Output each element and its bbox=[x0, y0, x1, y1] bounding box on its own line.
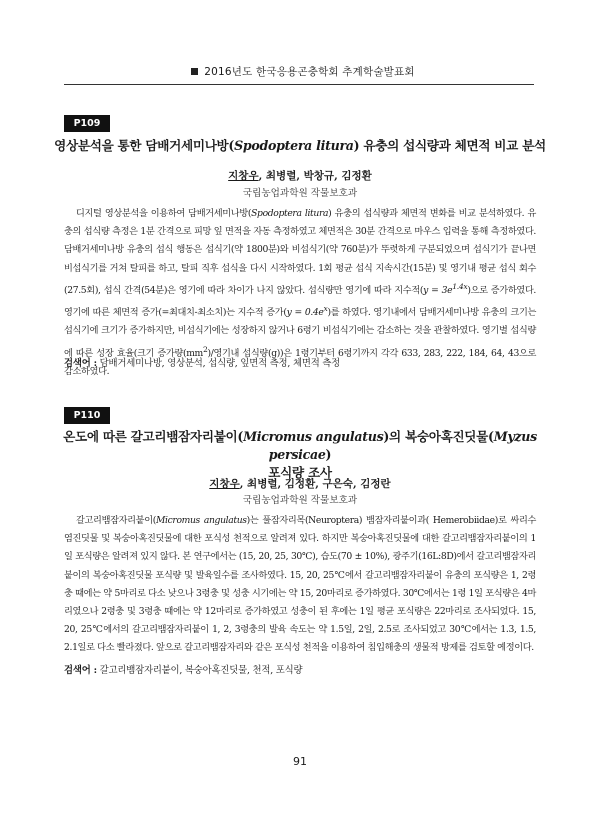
paper-title: 영상분석을 통한 담배거세미나방(Spodoptera litura) 유충의 섭식량과 체면적 비교 분석 bbox=[54, 138, 546, 153]
paper-authors: 지창우, 최병렬, 김정환, 구은숙, 김정란 bbox=[209, 478, 391, 490]
paper-id-badge: P110 bbox=[64, 407, 110, 424]
journal-header bbox=[0, 64, 600, 79]
page-number: 91 bbox=[293, 755, 307, 768]
paper-affiliation: 국립농업과학원 작물보호과 bbox=[242, 495, 358, 506]
equation-feeding: $y = 3e^{1.4x}$ bbox=[423, 281, 468, 296]
first-author: 지창우 bbox=[228, 170, 259, 182]
paper-abstract: 갈고리뱀잠자리붙이(Micromus angulatus)는 풀잠자리목(Neuroptera) 뱀잠자리붙이과( Hemerobiidae)로 싸리수염진딧물 및 복숭아혹진딧물에 대한 포식성 천적으로 알려져 있다. 하지만 복숭아혹진딧물에 대한 갈고리뱀잠자리붙이의 1일 포식량은 알려져 있지 않다. 본 연구에서는 (15, 20, 25, 30℃), 습도(70 ± 10%), 광주기(16L:8D)에서 갈고리뱀잠자리붙이의 복숭아혹진딧물 포식량 및 발육일수를 조사하였다. 15, 20, 25℃에서 갈고리뱀잠자리붙이 유충의 포식량은 1, 2령충 때에는 약 5마리로 다소 낮으나 3령충 및 성충 시기에는 약 15, 20마리로 증가하였다. 30℃에서는 1령 1일 포식량은 4마리였으나 2령충 및 3령충 때에는 약 12마리로 증가하였고 성충이 된 후에는 1일 평균 포식량은 22마리로 조사되었다. 15, 20, 25℃에서의 갈고리뱀잠자리붙이 1, 2, 3령충의 발육 속도는 약 1.5일, 2일, 2.5로 조사되었고 30℃에서는 1.3, 1.5, 2.1일로 다소 빨라졌다. 앞으로 갈고리뱀잠자리와 같은 포식성 천적을 이용하여 침입해충의 생물적 방제를 검토할 예정이다. bbox=[64, 515, 537, 654]
paper-keywords: 검색어 : 갈고리뱀잠자리붙이, 복숭아혹진딧물, 천적, 포식량 bbox=[64, 665, 303, 676]
header-rule bbox=[64, 84, 534, 85]
paper-affiliation: 국립농업과학원 작물보호과 bbox=[242, 188, 358, 199]
equation-body-area: $y = 0.4e^x$ bbox=[286, 304, 328, 319]
paper-abstract: 디지털 영상분석을 이용하여 담배거세미나방(Spodoptera litura) 유충의 섭식량과 체면적 변화를 비교 분석하였다. 유충의 섭식량 측정은 1분 간격으로 피망 잎 면적을 자동 측정하였고 체면적은 30분 간격으로 마우스 입력을 통해 측정하였다. 담배거세미나방 유충의 섭식 행동은 섭식기(약 1800분)와 비섭식기(약 760분)가 뚜렷하게 구분되었으며 섭식기가 끝나면 비섭식기를 거쳐 탈피를 하고, 탈피 직후 섭식을 다시 시작하였다. 1회 평균 섭식 지속시간(15분) 및 영기내 평균 섭식 회수(27.5회), 섭식 간격(54분)은 영기에 따라 차이가 나지 않았다. 섭식량만 영기에 따라 지수적$(y = 3e^{1.4x})$으로 증가하였다. 영기에 따른 체면적 증가(=최대치-최소치)는 지수적 증가$(y = 0.4e^x)$를 하였다. 영기내에서 담배거세미나방 유충의 크기는 섭식기에 크기가 증가하지만, 비섭식기에는 성장하지 않거나 6령기 비섭식기에는 감소하는 것을 관찰하였다. 영기별 섭식량에 따른 성장 효율(크기 증가량$(mm^2)/$영기내 섭식량(g))은 1령기부터 6령기까지 각각 633, 283, 222, 184, 64, 43으로 감소하였다. bbox=[64, 208, 537, 377]
paper-authors: 지창우, 최병렬, 박창규, 김정환 bbox=[228, 170, 372, 182]
paper-keywords: 검색어 : 담배거세미나방, 영상분석, 섭식량, 잎면적 측정, 체면적 측정 bbox=[64, 358, 341, 369]
first-author: 지창우 bbox=[209, 478, 240, 490]
square-bullet-icon bbox=[191, 68, 198, 75]
journal-header-title: 2016년도 한국응용곤충학회 추계학술발표회 bbox=[204, 66, 415, 78]
paper-id-badge: P109 bbox=[64, 115, 110, 132]
paper-title: 온도에 따른 갈고리뱀잠자리붙이(Micromus angulatus)의 복숭아혹진딧물(Myzus persicae) 포식량 조사 bbox=[63, 429, 537, 480]
